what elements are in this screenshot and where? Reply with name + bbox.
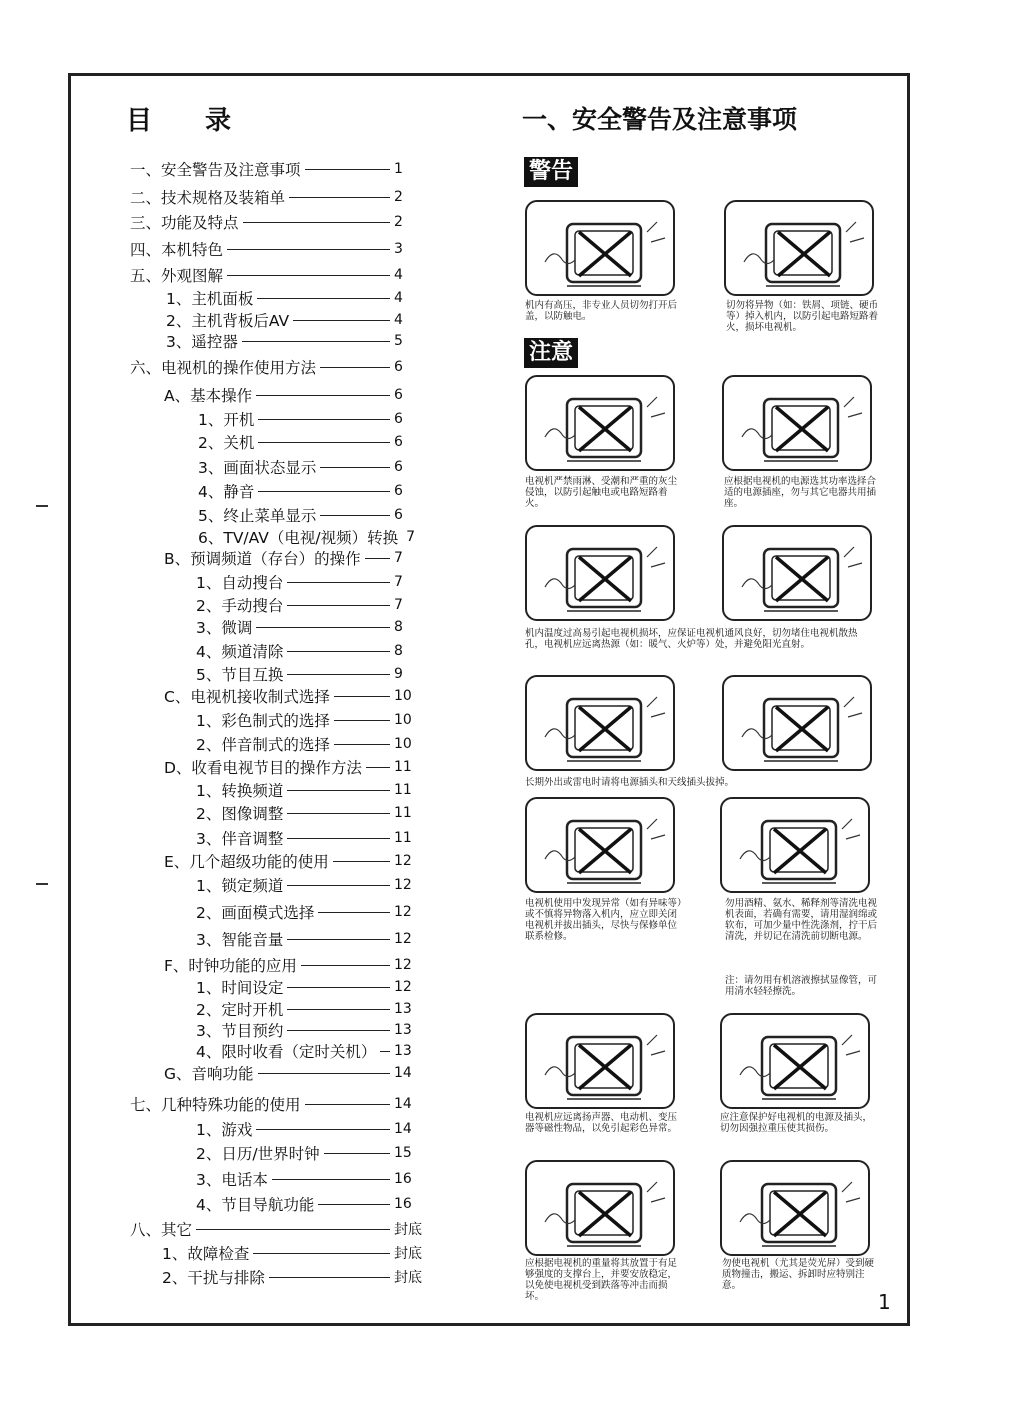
toc-item-page: 7 [406,529,416,545]
leader-line [287,813,390,814]
toc-item [196,779,420,801]
leader-line [287,582,390,583]
margin-mark [36,505,48,507]
toc-item-page: 封底 [394,1222,422,1238]
toc-item [196,1040,420,1062]
toc-item [198,456,420,478]
leader-line [196,1229,390,1230]
toc-item-label: 2、定时开机 [196,1001,284,1019]
leader-line [287,1030,390,1031]
toc-item [198,480,420,502]
toc-item [196,1193,420,1215]
toc-item [164,384,420,406]
leader-line [287,605,390,606]
leader-line [334,720,390,721]
toc-item-page: 14 [394,1065,412,1081]
leader-line [287,939,390,940]
warning-tag: 警告 [524,157,578,187]
toc-item-page: 2 [394,189,403,205]
leader-line [243,222,390,223]
warning-illustration [525,375,675,471]
warning-illustration [525,675,675,771]
toc-item-page: 5 [394,333,403,349]
caption-8: 勿用酒精、氨水、稀释剂等清洗电视机表面，若确有需要，请用湿润绵或软布，可加少量中性洗涤剂，拧干后清洗，并切记在清洗前切断电源。 [725,898,878,942]
warning-illustration [720,1013,870,1109]
toc-item [164,954,420,976]
warning-illustration [724,200,874,296]
toc-item-label: 3、遥控器 [166,333,238,351]
toc-item-label: 七、几种特殊功能的使用 [130,1096,301,1114]
toc-item [130,1093,420,1115]
toc-item-page: 14 [394,1121,412,1137]
toc-item-label: 5、终止菜单显示 [198,507,317,525]
leader-line [334,696,390,697]
toc-item-label: E、几个超级功能的使用 [164,853,329,871]
leader-line [301,965,390,966]
leader-line [258,1073,390,1074]
toc-item-page: 12 [394,979,412,995]
toc-item [196,901,420,923]
toc-item-label: 3、伴音调整 [196,830,284,848]
toc-item-page: 2 [394,214,403,230]
toc-item-page: 11 [394,782,412,798]
toc-item-page: 14 [394,1096,412,1112]
leader-line [305,1104,390,1105]
caption-5: 机内温度过高易引起电视机损坏，应保证电视机通风良好，切勿堵住电视机散热孔，电视机应远离热源（如：暖气、火炉等）处，并避免阳光直射。 [525,628,858,650]
leader-line [258,491,390,492]
toc-item [198,526,420,548]
toc-item [196,733,420,755]
toc-item-label: 3、节目预约 [196,1022,284,1040]
toc-item-label: 六、电视机的操作使用方法 [130,359,317,377]
leader-line [318,1204,390,1205]
toc-item-label: 6、TV/AV（电视/视频）转换 [198,529,399,547]
toc-item [164,1062,420,1084]
toc-item-label: 五、外观图解 [130,267,224,285]
warning-illustration [720,797,870,893]
toc-item-page: 10 [394,712,412,728]
toc-item [162,1242,420,1264]
toc-item-label: 八、其它 [130,1221,193,1239]
toc-item [130,186,420,208]
toc-item-page: 13 [394,1043,412,1059]
toc-item-page: 13 [394,1001,412,1017]
caption-1: 机内有高压，非专业人员切勿打开后盖，以防触电。 [525,300,678,322]
toc-item-page: 13 [394,1022,412,1038]
toc-item-page: 12 [394,957,412,973]
leader-line [324,1153,390,1154]
toc-item [198,431,420,453]
leader-line [272,1179,390,1180]
leader-line [258,419,390,420]
toc-item-label: 2、日历/世界时钟 [196,1145,320,1163]
toc-item-page: 7 [394,550,403,566]
toc-item-label: 2、手动搜台 [196,597,284,615]
toc-item-label: 1、故障检查 [162,1245,250,1263]
toc-item-page: 7 [394,597,403,613]
toc-item-page: 6 [394,359,403,375]
leader-line [258,442,390,443]
toc-item-label: 1、锁定频道 [196,877,284,895]
toc-item [130,211,420,233]
toc-item [196,802,420,824]
toc-item-label: 4、频道清除 [196,643,284,661]
toc-item [196,594,420,616]
leader-line [333,861,390,862]
toc-item-page: 12 [394,904,412,920]
leader-line [289,197,390,198]
toc-item-page: 12 [394,877,412,893]
page-number: 1 [878,1290,891,1314]
toc-item-label: 一、安全警告及注意事项 [130,161,301,179]
caption-2: 切勿将异物（如：铁屑、项链、硬币等）掉入机内，以防引起电路短路着火，损坏电视机。 [726,300,879,333]
leader-line [320,367,390,368]
toc-item [196,1142,420,1164]
toc-item-label: 四、本机特色 [130,241,224,259]
leader-line [318,912,390,913]
toc-item-label: 4、静音 [198,483,255,501]
toc-item-page: 6 [394,434,403,450]
toc-item-label: 1、彩色制式的选择 [196,712,330,730]
toc-item-label: 1、游戏 [196,1121,253,1139]
toc-item-label: 2、画面模式选择 [196,904,315,922]
toc-item-label: B、预调频道（存台）的操作 [164,550,361,568]
toc-item-label: 3、电话本 [196,1171,268,1189]
toc-item-label: 2、图像调整 [196,805,284,823]
toc-item-label: 1、转换频道 [196,782,284,800]
leader-line [320,515,390,516]
toc-item [166,330,420,352]
toc-item-page: 封底 [394,1270,422,1286]
toc-item-page: 1 [394,161,403,177]
toc-item [198,504,420,526]
toc-item-page: 8 [394,619,403,635]
toc-item-label: 1、主机面板 [166,290,254,308]
toc-item-label: D、收看电视节目的操作方法 [164,759,362,777]
caption-3: 电视机严禁雨淋、受潮和严重的灰尘侵蚀，以防引起触电或电路短路着火。 [525,476,678,509]
toc-item [164,547,420,569]
warning-illustration [722,525,872,621]
toc-item [196,874,420,896]
leader-line [242,341,390,342]
toc-item [198,408,420,430]
toc-item [130,356,420,378]
toc-item [130,264,420,286]
leader-line [227,249,390,250]
toc-item [130,238,420,260]
warning-illustration [720,1160,870,1256]
leader-line [287,838,390,839]
toc-item [166,287,420,309]
toc-item-page: 4 [394,267,403,283]
margin-mark [36,883,48,885]
toc-item-label: F、时钟功能的应用 [164,957,297,975]
toc-item-page: 10 [394,736,412,752]
toc-item-page: 6 [394,411,403,427]
toc-item [164,850,420,872]
warning-illustration [722,675,872,771]
caption-12: 应根据电视机的重量将其放置于有足够强度的支撑台上，并要安放稳定，以免使电视机受到跌落等冲击而损坏。 [525,1258,678,1302]
leader-line [256,395,390,396]
leader-line [287,1009,390,1010]
leader-line [287,790,390,791]
toc-item-label: 三、功能及特点 [130,214,239,232]
toc-item-label: 3、画面状态显示 [198,459,317,477]
toc-item-page: 6 [394,459,403,475]
toc-item [196,1118,420,1140]
toc-item-page: 12 [394,853,412,869]
caption-11: 应注意保护好电视机的电源及插头，切勿因强拉重压使其损伤。 [720,1112,873,1134]
warning-illustration [525,1013,675,1109]
toc-item-page: 封底 [394,1246,422,1262]
warning-illustration [525,1160,675,1256]
toc-item [166,309,420,331]
caption-6: 长期外出或雷电时请将电源插头和天线插头拔掉。 [525,777,735,788]
toc-item-label: G、音响功能 [164,1065,254,1083]
toc-item-label: 二、技术规格及装箱单 [130,189,286,207]
toc-item [162,1266,420,1288]
toc-item-page: 6 [394,387,403,403]
toc-item-page: 15 [394,1145,412,1161]
toc-item-page: 11 [394,805,412,821]
toc-item-label: 1、自动搜台 [196,574,284,592]
toc-item [196,571,420,593]
leader-line [227,275,390,276]
leader-line [287,651,390,652]
caption-10: 电视机应远离扬声器、电动机、变压器等磁性物品，以免引起彩色异常。 [525,1112,678,1134]
warning-illustration [525,797,675,893]
caption-4: 应根据电视机的电源选其功率选择合适的电源插座，勿与其它电器共用插座。 [724,476,877,509]
leader-line [253,1253,390,1254]
leader-line [320,467,390,468]
caution-tag: 注意 [524,338,578,368]
toc-item-page: 4 [394,290,403,306]
toc-item [196,663,420,685]
toc-item-label: 5、节目互换 [196,666,284,684]
leader-line [366,767,390,768]
toc-item-page: 16 [394,1171,412,1187]
toc-item-page: 11 [394,830,412,846]
toc-item-label: 2、伴音制式的选择 [196,736,330,754]
toc-item-page: 6 [394,483,403,499]
leader-line [293,320,390,321]
toc-item [196,928,420,950]
toc-item [196,1019,420,1041]
toc-title: 目 录 [126,106,254,136]
toc-item [196,640,420,662]
leader-line [380,1051,390,1052]
toc-item [196,998,420,1020]
toc-item [196,709,420,731]
toc-item-label: C、电视机接收制式选择 [164,688,330,706]
leader-line [287,674,390,675]
toc-item [196,616,420,638]
toc-item-page: 11 [394,759,412,775]
leader-line [334,744,390,745]
leader-line [287,987,390,988]
warning-illustration [525,525,675,621]
toc-item-label: 1、时间设定 [196,979,284,997]
toc-item [196,827,420,849]
toc-item-label: 2、关机 [198,434,255,452]
toc-item [164,756,420,778]
leader-line [287,885,390,886]
leader-line [269,1277,390,1278]
leader-line [365,558,390,559]
toc-item-label: 3、微调 [196,619,253,637]
caption-13: 勿使电视机（尤其是荧光屏）受到硬质物撞击，搬运、拆卸时应特别注意。 [722,1258,875,1291]
toc-item-label: 2、主机背板后AV [166,312,290,330]
toc-item-page: 3 [394,241,403,257]
toc-item-page: 6 [394,507,403,523]
toc-item-label: 2、干扰与排除 [162,1269,265,1287]
toc-item-label: 4、节目导航功能 [196,1196,315,1214]
warning-illustration [525,200,675,296]
toc-item-label: 4、限时收看（定时关机） [196,1043,377,1061]
leader-line [257,298,390,299]
toc-item [164,685,420,707]
toc-item [130,1218,420,1240]
toc-item [196,1168,420,1190]
toc-item [196,976,420,998]
warning-illustration [722,375,872,471]
leader-line [305,169,390,170]
toc-item-page: 9 [394,666,403,682]
leader-line [256,1129,390,1130]
section-title: 一、安全警告及注意事项 [522,105,798,134]
toc-item-page: 8 [394,643,403,659]
toc-item-page: 10 [394,688,412,704]
leader-line [256,627,390,628]
toc-item-label: A、基本操作 [164,387,253,405]
caption-7: 电视机使用中发现异常（如有异味等）或不慎将异物落入机内，应立即关闭电视机并拔出插头，尽快与保修单位联系检修。 [525,898,682,942]
toc-item [130,158,420,180]
toc-item-page: 12 [394,931,412,947]
toc-item-page: 7 [394,574,403,590]
caption-9: 注：请勿用有机溶液擦拭显像管，可用清水轻轻擦洗。 [725,975,878,997]
toc-item-page: 16 [394,1196,412,1212]
toc-item-label: 3、智能音量 [196,931,284,949]
toc-item-label: 1、开机 [198,411,255,429]
toc-item-page: 4 [394,312,403,328]
